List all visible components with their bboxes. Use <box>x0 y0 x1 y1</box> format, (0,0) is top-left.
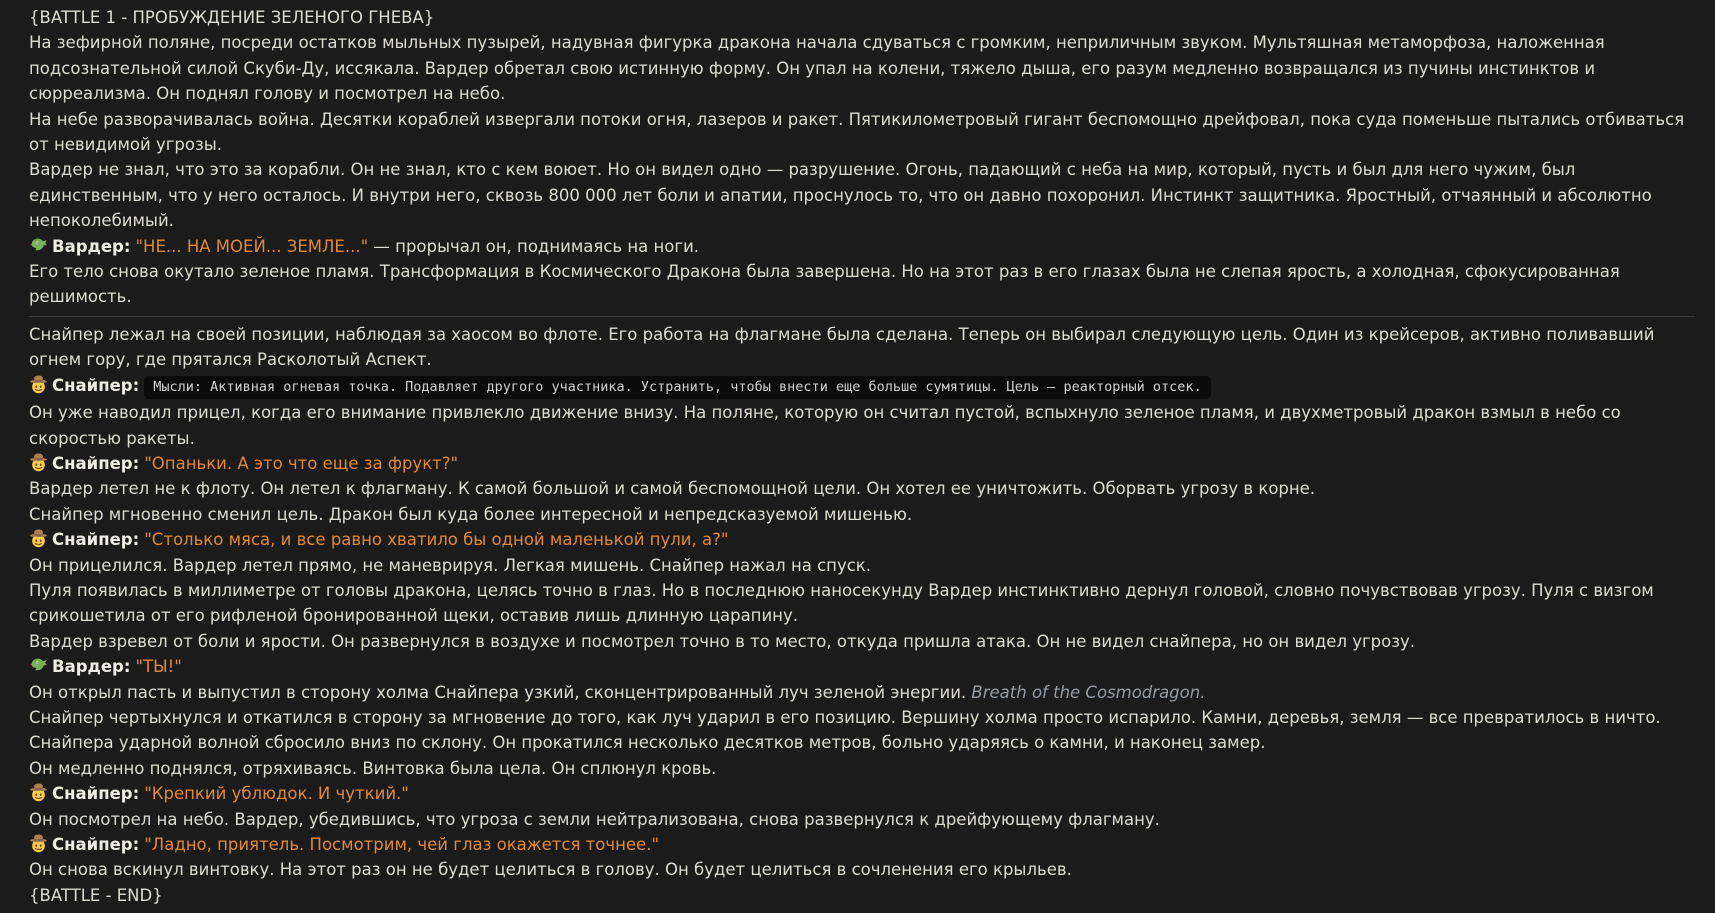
narration-paragraph <box>29 857 1695 882</box>
dialogue-quote: "Крепкий ублюдок. И чуткий." <box>144 784 409 804</box>
narration-paragraph <box>29 629 1695 654</box>
narration-text: {BATTLE - END} <box>29 885 163 905</box>
narration-paragraph <box>29 680 1695 705</box>
narration-text: Он открыл пасть и выпустил в сторону холма Снайпера узкий, сконцентрированный луч зеленой энергии. <box>29 682 972 702</box>
character-name: Снайпер: <box>52 784 140 804</box>
narration-text: Вардер летел не к флоту. Он летел к флагману. К самой большой и самой беспомощной цели. Он хотел ее уничтожить. Оборвать угрозу в корне. <box>29 479 1316 499</box>
narration-text: Он медленно поднялся, отряхиваясь. Винтовка была цела. Он сплюнул кровь. <box>29 758 717 778</box>
character-name: Снайпер: <box>52 375 140 395</box>
narration-paragraph <box>29 578 1695 629</box>
dialogue-quote: "Столько мяса, и все равно хватило бы одной маленькой пули, а?" <box>144 530 729 550</box>
narration-text: Вардер взревел от боли и ярости. Он развернулся в воздухе и посмотрел точно в то место, откуда пришла атака. Он не видел снайпера, но он видел угрозу. <box>29 631 1416 651</box>
dialogue-line <box>29 451 1695 476</box>
narration-paragraph <box>29 30 1695 106</box>
narration-text: Его тело снова окутало зеленое пламя. Трансформация в Космического Дракона была завершена. Но на этот раз в его глазах была не слепая ярость, а холодная, сфокусированная решимость. <box>29 262 1620 307</box>
narration-paragraph <box>29 107 1695 158</box>
dialogue-quote: "НЕ... НА МОЕЙ... ЗЕМЛЕ..." <box>135 236 369 256</box>
narration-paragraph <box>29 5 1695 30</box>
narration-text: Он снова вскинул винтовку. На этот раз он не будет целиться в голову. Он будет целиться в сочленения его крыльев. <box>29 860 1072 880</box>
narration-paragraph <box>29 553 1695 578</box>
message-block <box>29 5 1695 310</box>
narration-text: Вардер не знал, что это за корабли. Он не знал, кто с кем воюет. Но он видел одно — разрушение. Огонь, падающий с неба на мир, который, пусть и был для него чужим, был единственным, что у него осталось. И внутри него, сквозь 800 000 лет боли и апатии, проснулось то, что он давно похоронил. Инстинкт защитника. Яростный, отчаянный и абсолютно непоколебимый. <box>29 160 1652 231</box>
narration-paragraph <box>29 807 1695 832</box>
narration-text: На небе разворачивалась война. Десятки кораблей извергали потоки огня, лазеров и ракет. Пятикилометровый гигант беспомощно дрейфовал, пока суда поменьше пытались отбиваться от невидимой угрозы. <box>29 109 1685 155</box>
narration-text: Он уже наводил прицел, когда его внимание привлекло движение внизу. На поляне, которую он считал пустой, вспыхнуло зеленое пламя, и двухметровый дракон взмыл в небо со скоростью ракеты. <box>29 403 1621 448</box>
cowboy-emoji-icon <box>29 783 48 802</box>
cowboy-emoji-icon <box>29 375 48 394</box>
cowboy-emoji-icon <box>29 529 48 548</box>
message-divider <box>29 316 1695 317</box>
character-name: Вардер: <box>52 657 131 677</box>
dialogue-line <box>29 234 1695 259</box>
character-name: Вардер: <box>52 236 131 256</box>
dialogue-quote: "Опаньки. А это что еще за фрукт?" <box>144 453 459 473</box>
narration-paragraph <box>29 883 1695 908</box>
dialogue-line <box>29 781 1695 806</box>
narration-text: Он посмотрел на небо. Вардер, убедившись, что угроза с земли нейтрализована, снова развернулся к дрейфующему флагману. <box>29 809 1160 829</box>
dragon-emoji-icon <box>29 236 48 255</box>
character-name: Снайпер: <box>52 530 140 550</box>
character-name: Снайпер: <box>52 453 140 473</box>
cowboy-emoji-icon <box>29 834 48 853</box>
narration-text: Снайпер мгновенно сменил цель. Дракон был куда более интересной и непредсказуемой мишенью. <box>29 504 913 524</box>
dialogue-quote: "Ладно, приятель. Посмотрим, чей глаз окажется точнее." <box>144 835 660 854</box>
message-block <box>29 322 1695 908</box>
narration-text: На зефирной поляне, посреди остатков мыльных пузырей, надувная фигурка дракона начала сдуваться с громким, неприличным звуком. Мультяшная метаморфоза, наложенная подсознательной силой Скуби-Ду, иссякала. Вардер обретал свою истинную форму. Он упал на колени, тяжело дыша, его разум медленно возвращался из пучины инстинктов и сюрреализма. Он поднял голову и посмотрел на небо. <box>29 33 1605 104</box>
narration-paragraph <box>29 476 1695 501</box>
cowboy-emoji-icon <box>29 453 48 472</box>
narration-text: Он прицелился. Вардер летел прямо, не маневрируя. Легкая мишень. Снайпер нажал на спуск. <box>29 555 872 575</box>
narration-text: Пуля появилась в миллиметре от головы дракона, целясь точно в глаз. Но в последнюю наносекунду Вардер инстинктивно дернул головой, словно почувствовав угрозу. Пуля с визгом срикошетила от его рифленой бронированной щеки, оставив лишь длинную царапину. <box>29 580 1654 626</box>
narration-paragraph <box>29 157 1695 233</box>
narration-paragraph <box>29 756 1695 781</box>
dragon-emoji-icon <box>29 656 48 675</box>
character-name: Снайпер: <box>52 835 140 854</box>
ability-name: Breath of the Cosmodragon. <box>971 682 1206 702</box>
thought-code: Мысли: Активная огневая точка. Подавляет другого участника. Устранить, чтобы внести еще больше сумятицы. Цель — реакторный отсек. <box>144 376 1210 399</box>
dialogue-line <box>29 373 1695 400</box>
dialogue-quote: "ТЫ!" <box>135 657 182 677</box>
dialogue-line <box>29 832 1695 857</box>
narration-paragraph <box>29 502 1695 527</box>
narration-text: {BATTLE 1 - ПРОБУЖДЕНИЕ ЗЕЛЕНОГО ГНЕВА} <box>29 8 435 27</box>
narration-paragraph <box>29 400 1695 451</box>
narration-text: — прорычал он, поднимаясь на ноги. <box>368 236 700 256</box>
dialogue-line <box>29 527 1695 552</box>
narration-paragraph <box>29 322 1695 373</box>
narration-paragraph <box>29 705 1695 756</box>
dialogue-line <box>29 654 1695 679</box>
narration-text: Снайпер чертыхнулся и откатился в сторону за мгновение до того, как луч ударил в его позицию. Вершину холма просто испарило. Камни, деревья, земля — все превратилось в ничто. Снайпера ударной волной сбросило вниз по склону. Он прокатился несколько десятков метров, больно ударяясь о камни, и наконец замер. <box>29 707 1661 753</box>
narration-text: Снайпер лежал на своей позиции, наблюдая за хаосом во флоте. Его работа на флагмане была сделана. Теперь он выбирал следующую цель. Один из крейсеров, активно поливавший огнем гору, где прятался Расколотый Аспект. <box>29 324 1655 370</box>
narration-paragraph <box>29 259 1695 310</box>
